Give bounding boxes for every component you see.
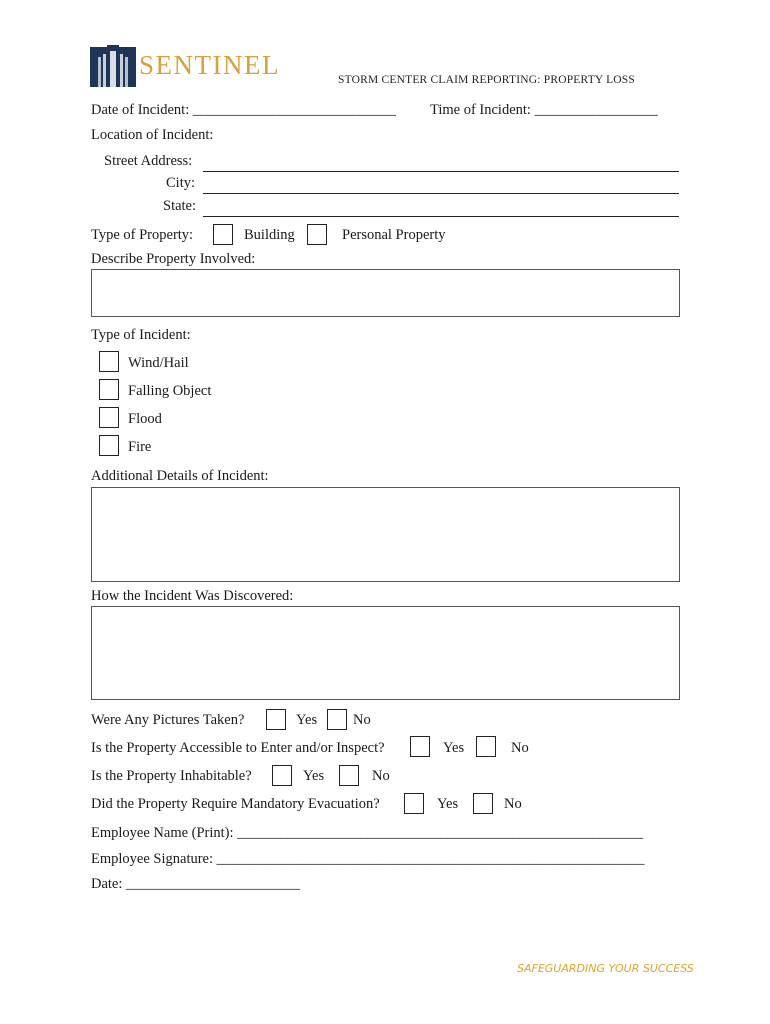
logo-text: SENTINEL [139, 50, 280, 80]
building-checkbox[interactable] [213, 224, 233, 245]
evacuation-no-checkbox[interactable] [473, 793, 493, 814]
sentinel-logo [90, 45, 280, 87]
describe-property-textarea[interactable] [91, 269, 680, 317]
inhabitable-yes-label: Yes [303, 768, 325, 784]
city-label: City: [166, 175, 196, 191]
accessible-yes-label: Yes [443, 740, 465, 756]
employee-date-field[interactable]: Date: ________________________ [91, 876, 301, 892]
pictures-yes-checkbox[interactable] [266, 709, 286, 730]
employee-name-field[interactable]: Employee Name (Print): ________________________________________________________ [91, 825, 644, 841]
accessible-no-checkbox[interactable] [476, 736, 496, 757]
fire-label: Fire [128, 439, 152, 455]
wind-hail-checkbox[interactable] [99, 351, 119, 372]
describe-property-label: Describe Property Involved: [91, 251, 256, 267]
evacuation-yes-label: Yes [437, 796, 459, 812]
evacuation-yes-checkbox[interactable] [404, 793, 424, 814]
employee-signature-field[interactable]: Employee Signature: ___________________________________________________________ [91, 851, 645, 867]
accessible-yes-checkbox[interactable] [410, 736, 430, 757]
accessible-no-label: No [511, 740, 529, 756]
evacuation-no-label: No [504, 796, 522, 812]
footer-tagline: SAFEGUARDING YOUR SUCCESS [517, 962, 694, 975]
inhabitable-yes-checkbox[interactable] [272, 765, 292, 786]
form-title: STORM CENTER CLAIM REPORTING: PROPERTY LOSS [338, 74, 635, 86]
fire-checkbox[interactable] [99, 435, 119, 456]
pictures-yes-label: Yes [296, 712, 318, 728]
personal-property-checkbox[interactable] [307, 224, 327, 245]
inhabitable-question: Is the Property Inhabitable? [91, 768, 252, 784]
discovered-textarea[interactable] [91, 606, 680, 700]
flood-label: Flood [128, 411, 162, 427]
flood-checkbox[interactable] [99, 407, 119, 428]
inhabitable-no-label: No [372, 768, 390, 784]
additional-details-label: Additional Details of Incident: [91, 468, 269, 484]
personal-property-label: Personal Property [342, 227, 446, 243]
state-label: State: [163, 198, 197, 214]
evacuation-question: Did the Property Require Mandatory Evacuation? [91, 796, 380, 812]
location-heading: Location of Incident: [91, 127, 214, 143]
date-of-incident-field[interactable]: Date of Incident: ____________________________ [91, 102, 396, 118]
type-of-incident-label: Type of Incident: [91, 327, 191, 343]
pictures-question: Were Any Pictures Taken? [91, 712, 245, 728]
pictures-no-checkbox[interactable] [327, 709, 347, 730]
city-input-line[interactable] [203, 193, 679, 194]
additional-details-textarea[interactable] [91, 487, 680, 582]
state-input-line[interactable] [203, 216, 679, 217]
falling-object-checkbox[interactable] [99, 379, 119, 400]
street-input-line[interactable] [203, 171, 679, 172]
discovered-label: How the Incident Was Discovered: [91, 588, 294, 604]
wind-hail-label: Wind/Hail [128, 355, 189, 371]
pictures-no-label: No [353, 712, 371, 728]
building-label: Building [244, 227, 295, 243]
type-of-property-label: Type of Property: [91, 227, 194, 243]
time-of-incident-field[interactable]: Time of Incident: _________________ [430, 102, 658, 118]
street-label: Street Address: [104, 153, 193, 169]
falling-object-label: Falling Object [128, 383, 212, 399]
accessible-question: Is the Property Accessible to Enter and/or Inspect? [91, 740, 385, 756]
inhabitable-no-checkbox[interactable] [339, 765, 359, 786]
building-logo-icon [90, 45, 136, 87]
